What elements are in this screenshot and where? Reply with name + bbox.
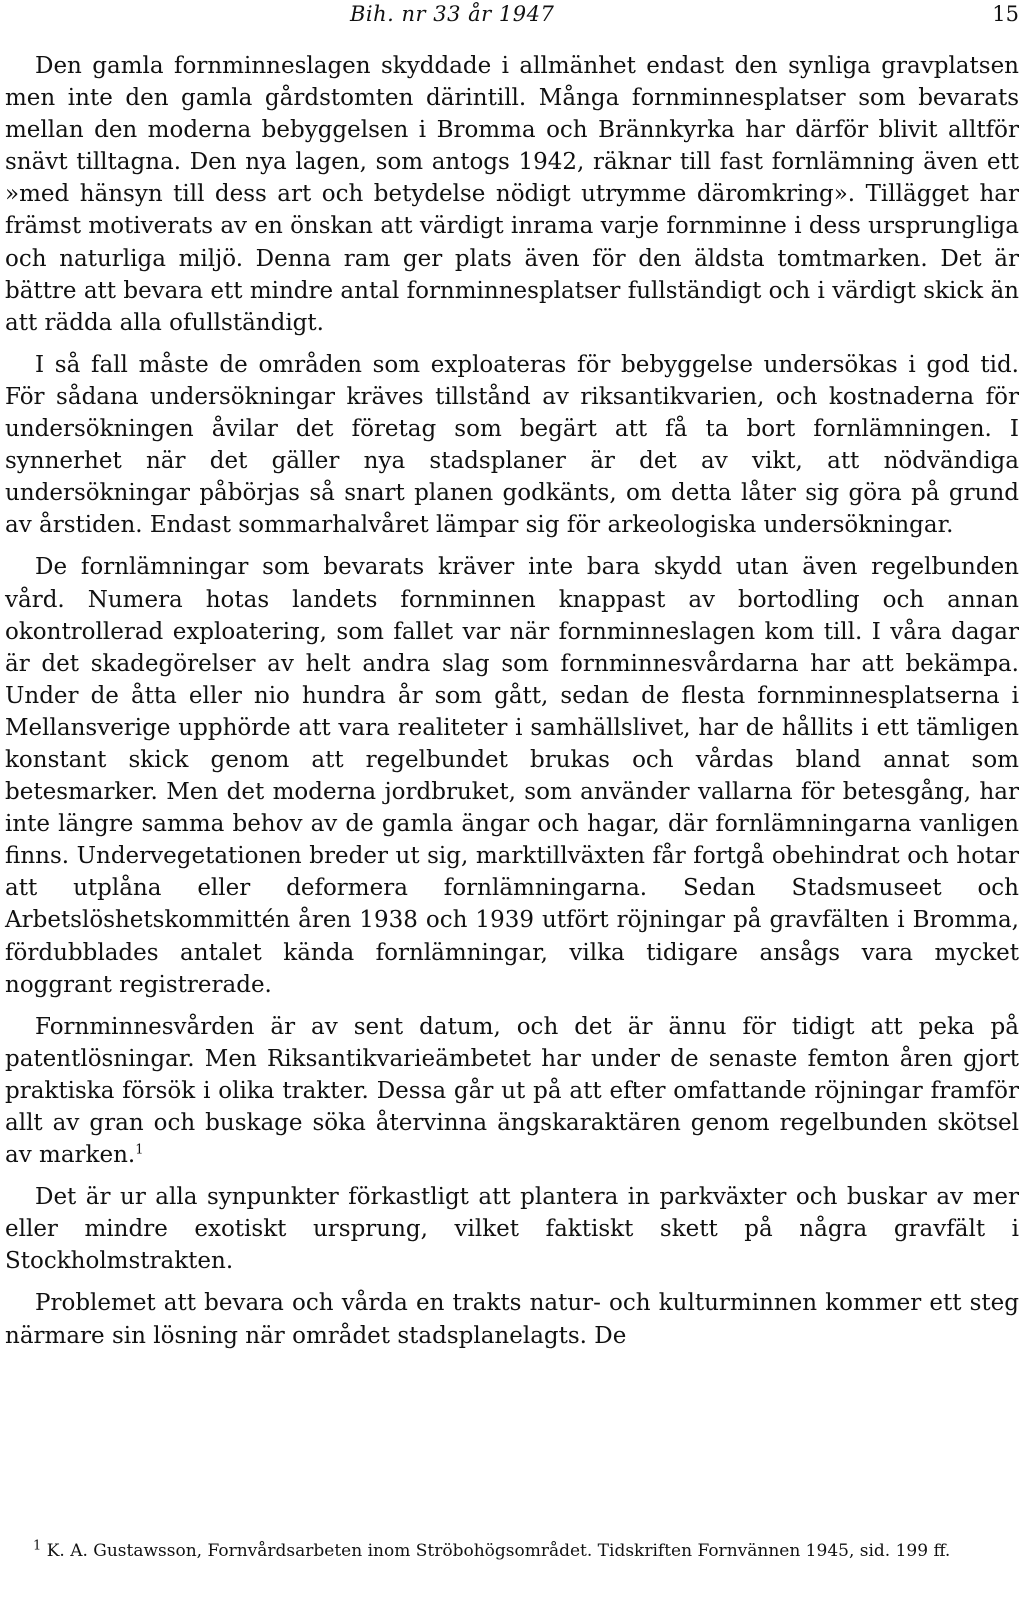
running-title: Bih. nr 33 år 1947 bbox=[350, 2, 555, 26]
paragraph bbox=[5, 1011, 1019, 1171]
paragraph: I så fall måste de områden som exploateras för bebyggelse undersökas i god tid. För sådana undersökningar kräves tillstånd av riksantikvarien, och kostnaderna för undersökningen åvilar det företag som begärt att få ta bort fornlämningen. I synnerhet när det gäller nya stadsplaner är det av vikt, att nödvändiga undersökningar påbörjas så snart planen godkänts, om detta låter sig göra på grund av årstiden. Endast sommarhalvåret lämpar sig för arkeologiska undersökningar. bbox=[5, 351, 1019, 539]
footnote-text: K. A. Gustawsson, Fornvårdsarbeten inom Ströbohögsområdet. Tidskriften Fornvännen 1945, sid. 199 ff. bbox=[46, 1541, 951, 1561]
footnote bbox=[5, 1540, 1019, 1563]
paragraph: Den gamla fornminneslagen skyddade i allmänhet endast den synliga gravplatsen men inte den gamla gårdstomten därintill. Många fornminnesplatser som bevarats mellan den moderna bebyggelsen i Bromma och Brännkyrka har därför blivit alltför snävt tilltagna. Den nya lagen, som antogs 1942, räknar till fast fornlämning även ett »med hänsyn till dess art och betydelse nödigt utrymme däromkring». Tillägget har främst motiverats av en önskan att värdigt inrama varje fornminne i dess ursprungliga och naturliga miljö. Denna ram ger plats även för den äldsta tomtmarken. Det är bättre att bevara ett mindre antal fornminnesplatser fullständigt och i värdigt skick än att rädda alla ofullständigt. bbox=[5, 53, 1019, 336]
paragraph: Problemet att bevara och vårda en trakts natur- och kulturminnen kommer ett steg närmare sin lösning när området stadsplanelagts. De bbox=[5, 1290, 1019, 1349]
body-text bbox=[5, 50, 1019, 1362]
paragraph: De fornlämningar som bevarats kräver inte bara skydd utan även regelbunden vård. Numera hotas landets fornminnen knappast av bortodling och annan okontrollerad exploatering, som fallet var när fornminneslagen kom till. I våra dagar är det skadegörelser av helt andra slag som fornminnesvårdarna har att bekämpa. Under de åtta eller nio hundra år som gått, sedan de flesta fornminnesplatserna i Mellansverige upphörde att vara realiteter i samhällslivet, har de hållits i ett tämligen konstant skick genom att regelbundet brukas och vårdas bland annat som betesmarker. Men det moderna jordbruket, som använder vallarna för betesgång, har inte längre samma behov av de gamla ängar och hagar, där fornlämningarna vanligen finns. Undervegetationen breder ut sig, marktillväxten får fortgå obehindrat och hotar att utplåna eller deformera fornlämningarna. Sedan Stadsmuseet och Arbetslöshetskommittén åren 1938 och 1939 utfört röjningar på gravfälten i Bromma, fördubblades antalet kända fornlämningar, vilka tidigare ansågs vara mycket noggrant registrerade. bbox=[5, 554, 1019, 998]
paragraph: Det är ur alla synpunkter förkastligt att plantera in parkväxter och buskar av mer eller mindre exotiskt ursprung, vilket faktiskt skett på några gravfält i Stockholmstrakten. bbox=[5, 1184, 1019, 1275]
paragraph-text: Fornminnesvården är av sent datum, och det är ännu för tidigt att peka på patentlösningar. Men Riksantikvarieämbetet har under de senaste femton åren gjort praktiska försök i olika trakter. Dessa går ut på att efter omfattande röjningar framför allt av gran och buskage söka återvinna ängskaraktären genom regelbunden skötsel av marken. bbox=[5, 1013, 1019, 1169]
page-number: 15 bbox=[992, 2, 1019, 26]
footnote-reference: 1 bbox=[135, 1142, 144, 1158]
page-header bbox=[5, 2, 1019, 32]
footnote-marker: 1 bbox=[33, 1538, 42, 1554]
